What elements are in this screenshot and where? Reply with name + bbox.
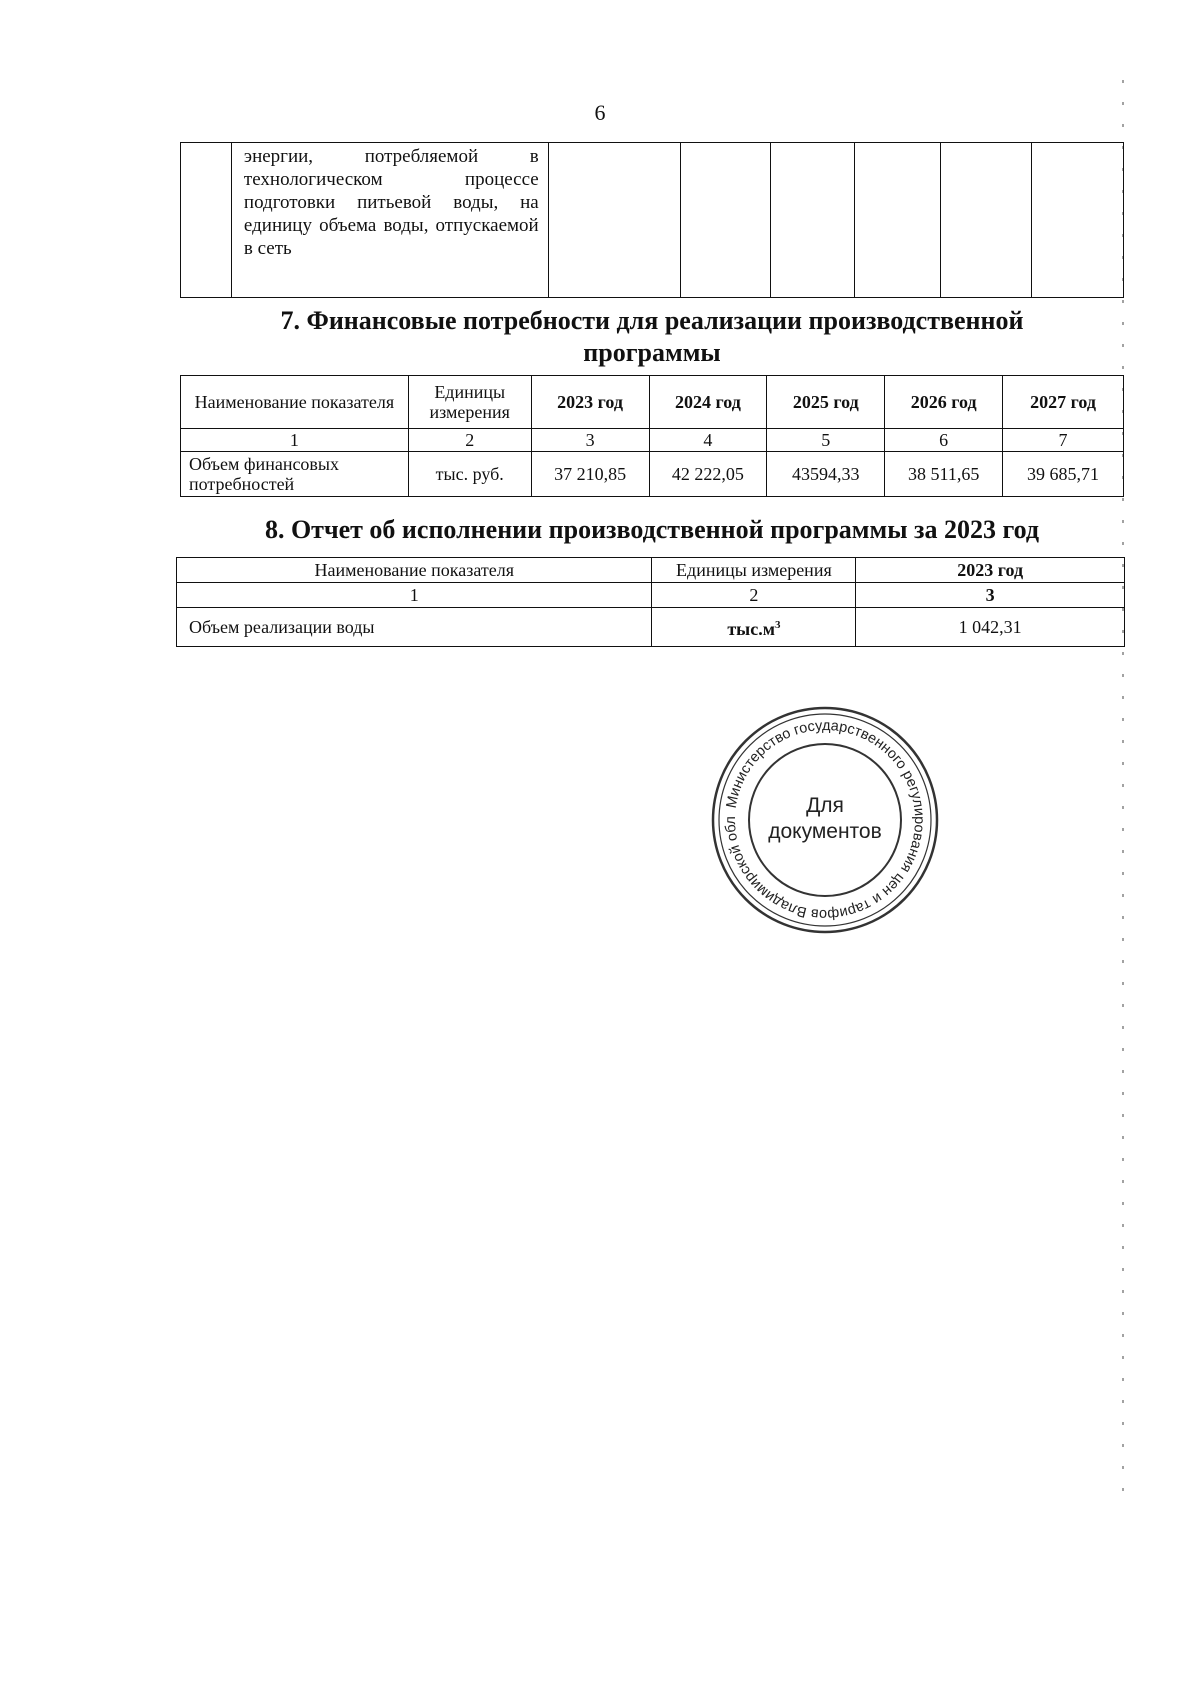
table-cell (771, 143, 855, 298)
table-header-row (177, 558, 1125, 583)
column-number-row (181, 429, 1124, 452)
header-unit: Единицы измерения (408, 376, 531, 429)
row-name: Объем финансовых потребностей (181, 452, 409, 497)
table-cell (855, 143, 941, 298)
row-value: 42 222,05 (649, 452, 767, 497)
seal-center-text (710, 793, 940, 845)
continuation-table (180, 142, 1124, 298)
column-number: 3 (531, 429, 649, 452)
column-number: 2 (652, 583, 856, 608)
table-row (181, 452, 1124, 497)
column-number-row (177, 583, 1125, 608)
column-number: 1 (181, 429, 409, 452)
column-number: 3 (856, 583, 1125, 608)
header-year: 2023 год (856, 558, 1125, 583)
row-value: 43594,33 (767, 452, 885, 497)
header-year: 2025 год (767, 376, 885, 429)
table-cell (941, 143, 1032, 298)
section-7-title-line2: программы (583, 338, 721, 367)
table-header-row (181, 376, 1124, 429)
seal-ring-text: Министерство государственного регулирования цен и тарифов Владимирской обл (722, 717, 928, 923)
program-report-table (176, 557, 1125, 647)
seal-center-line2: документов (768, 820, 882, 843)
section-7-title-line1: 7. Финансовые потребности для реализации производственной (280, 306, 1024, 335)
unit-superscript: 3 (774, 619, 781, 631)
header-name: Наименование показателя (181, 376, 409, 429)
section-7-title (180, 305, 1124, 369)
header-year: 2023 год (531, 376, 649, 429)
header-unit: Единицы измерения (652, 558, 856, 583)
indicator-description: энергии, потребляемой в технологическом процессе подготовки питьевой воды, на единицу объема воды, отпускаемой в сеть (231, 143, 548, 298)
row-unit (652, 608, 856, 647)
column-number: 5 (767, 429, 885, 452)
row-name: Объем реализации воды (177, 608, 652, 647)
unit-text: тыс.м (727, 619, 775, 639)
table-cell (680, 143, 771, 298)
table-cell (548, 143, 680, 298)
table-cell (1032, 143, 1124, 298)
row-value: 1 042,31 (856, 608, 1125, 647)
row-value: 38 511,65 (885, 452, 1003, 497)
column-number: 1 (177, 583, 652, 608)
row-value: 39 685,71 (1003, 452, 1124, 497)
section-8-title: 8. Отчет об исполнении производственной программы за 2023 год (264, 515, 1040, 544)
column-number: 4 (649, 429, 767, 452)
column-number: 6 (885, 429, 1003, 452)
financial-needs-table (180, 375, 1124, 497)
row-unit: тыс. руб. (408, 452, 531, 497)
seal-center-line1: Для (806, 794, 844, 817)
header-year: 2026 год (885, 376, 1003, 429)
column-number: 2 (408, 429, 531, 452)
page-number: 6 (594, 100, 606, 125)
column-number: 7 (1003, 429, 1124, 452)
header-name: Наименование показателя (177, 558, 652, 583)
header-year: 2027 год (1003, 376, 1124, 429)
table-row (177, 608, 1125, 647)
header-year: 2024 год (649, 376, 767, 429)
table-cell (181, 143, 232, 298)
row-value: 37 210,85 (531, 452, 649, 497)
official-seal (710, 705, 940, 935)
